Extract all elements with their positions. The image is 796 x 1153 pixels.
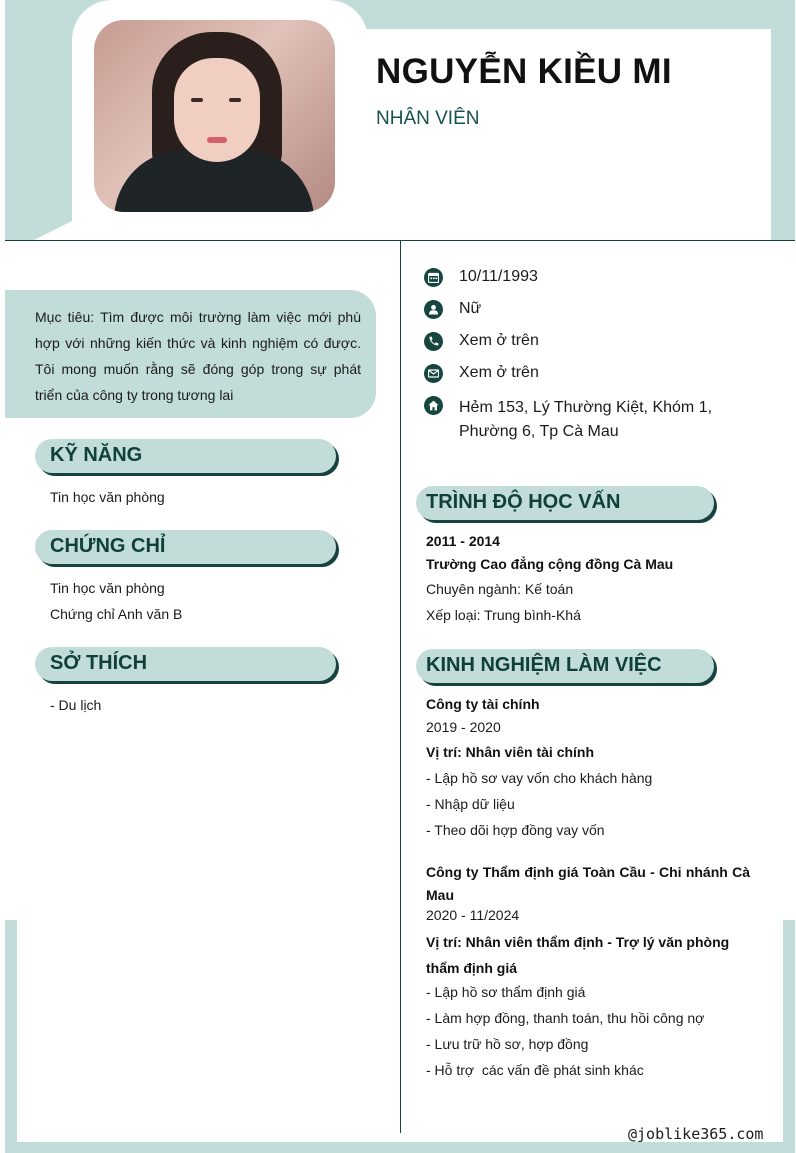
job-company: Công ty Thẩm định giá Toàn Cầu - Chi nhánh Cà Mau xyxy=(426,864,750,903)
education-heading xyxy=(416,486,714,520)
hobbies-heading xyxy=(35,647,336,681)
certificate-item: Tin học văn phòng xyxy=(50,580,165,596)
experience-title: KINH NGHIỆM LÀM VIỆC xyxy=(426,654,662,676)
address-text: Hẻm 153, Lý Thường Kiệt, Khóm 1, Phường 6, Tp Cà Mau xyxy=(459,399,713,440)
gender-text: Nữ xyxy=(459,300,482,317)
job-task: - Lập hồ sơ thẩm định giá xyxy=(426,984,586,1000)
home-icon xyxy=(424,396,443,415)
objective-box xyxy=(5,290,376,418)
birthday-text: 10/11/1993 xyxy=(459,268,538,285)
profile-photo xyxy=(94,20,335,212)
skills-heading xyxy=(35,439,336,473)
column-divider xyxy=(400,241,401,1133)
job-task: - Theo dõi hợp đồng vay vốn xyxy=(426,822,605,838)
skills-title: KỸ NĂNG xyxy=(50,444,143,466)
education-school: Trường Cao đẳng cộng đồng Cà Mau xyxy=(426,556,674,572)
job-period: 2020 - 11/2024 xyxy=(426,907,520,923)
calendar-icon xyxy=(424,268,443,287)
bottom-frame-right xyxy=(783,920,795,1153)
job-task: - Nhập dữ liệu xyxy=(426,796,515,812)
candidate-role: NHÂN VIÊN xyxy=(376,108,480,129)
certificates-heading xyxy=(35,530,336,564)
bottom-frame-base xyxy=(5,1142,795,1153)
email-icon xyxy=(424,364,443,383)
education-period: 2011 - 2014 xyxy=(426,533,500,549)
education-grade: Xếp loại: Trung bình-Khá xyxy=(426,607,581,623)
certificates-title: CHỨNG CHỈ xyxy=(50,535,166,557)
user-icon xyxy=(424,300,443,319)
hobby-item: - Du lịch xyxy=(50,697,102,713)
email-text: Xem ở trên xyxy=(459,364,539,381)
phone-text: Xem ở trên xyxy=(459,332,539,349)
candidate-name: NGUYỄN KIỀU MI xyxy=(376,52,672,91)
certificate-item: Chứng chỉ Anh văn B xyxy=(50,606,183,622)
education-major: Chuyên ngành: Kế toán xyxy=(426,581,574,597)
objective-text: Mục tiêu: Tìm được môi trường làm việc mới phù hợp với những kiến thức và kinh nghiệm có được. Tôi mong muốn rằng sẽ đóng góp trong sự phát triển của công ty trong tương lai xyxy=(35,309,361,403)
job-task: - Hỗ trợ các vấn đề phát sinh khác xyxy=(426,1062,644,1078)
bottom-frame-left xyxy=(5,920,17,1153)
job-position: Vị trí: Nhân viên thẩm định - Trợ lý văn phòng thẩm định giá xyxy=(426,934,730,976)
job-task: - Lập hồ sơ vay vốn cho khách hàng xyxy=(426,770,653,786)
job-period: 2019 - 2020 xyxy=(426,719,501,735)
experience-heading xyxy=(416,649,714,683)
watermark: @joblike365.com xyxy=(628,1125,764,1143)
job-task: - Làm hợp đồng, thanh toán, thu hồi công nợ xyxy=(426,1010,705,1026)
education-title: TRÌNH ĐỘ HỌC VẤN xyxy=(426,491,621,513)
job-company: Công ty tài chính xyxy=(426,696,540,712)
job-task: - Lưu trữ hồ sơ, hợp đồng xyxy=(426,1036,589,1052)
hobbies-title: SỞ THÍCH xyxy=(50,652,148,674)
skill-item: Tin học văn phòng xyxy=(50,489,165,505)
phone-icon xyxy=(424,332,443,351)
job-position: Vị trí: Nhân viên tài chính xyxy=(426,744,595,760)
